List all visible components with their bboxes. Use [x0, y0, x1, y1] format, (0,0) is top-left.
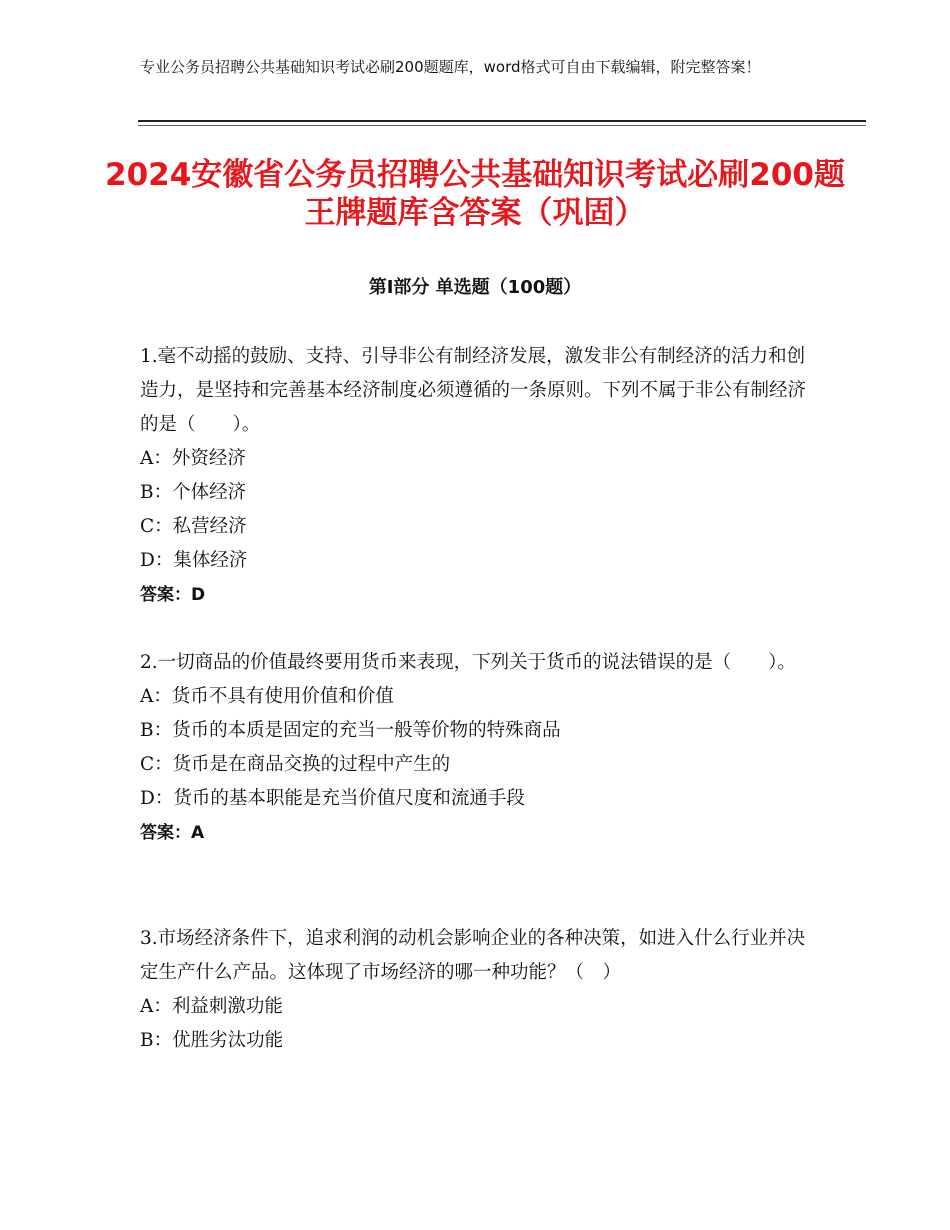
option-a: A：利益刺激功能: [140, 996, 283, 1017]
question-3: [140, 922, 810, 1058]
section-title: 第Ⅰ部分 单选题（100题）: [368, 277, 582, 298]
answer-label: 答案：D: [140, 585, 206, 605]
question-stem: 3.市场经济条件下，追求利润的动机会影响企业的各种决策，如进入什么行业并决定生产什么产品。这体现了市场经济的哪一种功能？（ ）: [140, 928, 806, 983]
header-divider: [138, 120, 866, 122]
option-a: A：货币不具有使用价值和价值: [140, 686, 394, 707]
option-c: C：私营经济: [140, 516, 247, 537]
question-stem: 2.一切商品的价值最终要用货币来表现，下列关于货币的说法错误的是（ ）。: [140, 652, 796, 673]
header-divider-thin: [138, 125, 866, 126]
header-note: 专业公务员招聘公共基础知识考试必刷200题题库，word格式可自由下载编辑，附完整答案！: [140, 58, 761, 76]
answer-label: 答案：A: [140, 823, 205, 843]
question-1: [140, 340, 810, 612]
option-d: D：集体经济: [140, 550, 248, 571]
option-c: C：货币是在商品交换的过程中产生的: [140, 754, 451, 775]
document-title: 2024安徽省公务员招聘公共基础知识考试必刷200题王牌题库含答案（巩固）: [105, 157, 845, 231]
question-2: [140, 646, 810, 850]
question-stem: 1.毫不动摇的鼓励、支持、引导非公有制经济发展，激发非公有制经济的活力和创造力，是坚持和完善基本经济制度必须遵循的一条原则。下列不属于非公有制经济的是（ ）。: [140, 346, 807, 435]
option-d: D：货币的基本职能是充当价值尺度和流通手段: [140, 788, 525, 809]
option-a: A：外资经济: [140, 448, 246, 469]
option-b: B：货币的本质是固定的充当一般等价物的特殊商品: [140, 720, 561, 741]
option-b: B：个体经济: [140, 482, 247, 503]
option-b: B：优胜劣汰功能: [140, 1030, 284, 1051]
